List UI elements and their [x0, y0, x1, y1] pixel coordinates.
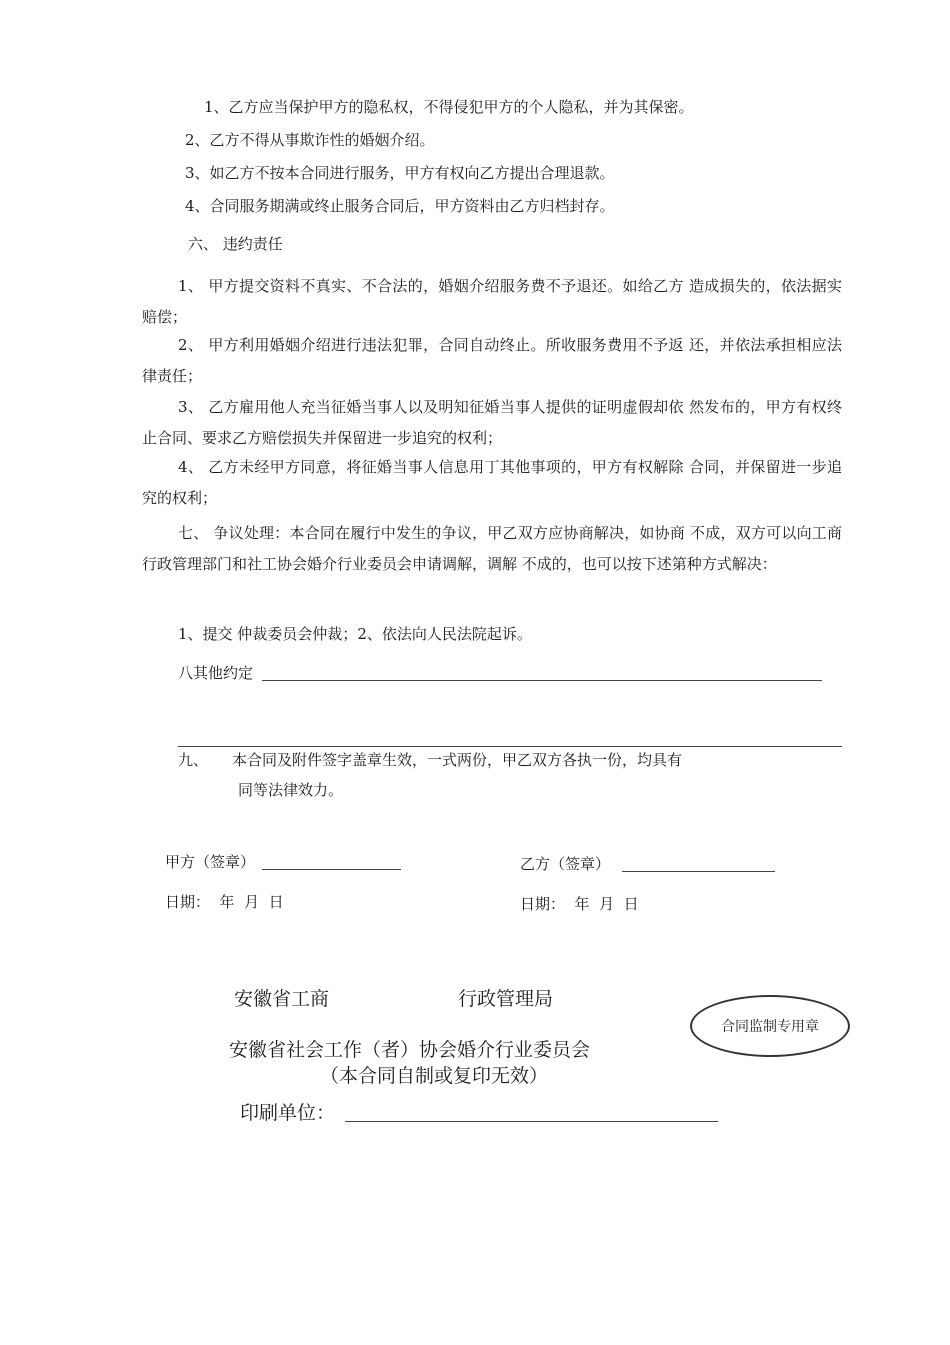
section-9-number: 九、 — [178, 751, 209, 769]
party-a-date: 日期： 年 月 日 — [165, 893, 284, 911]
org-2: 安徽省社会工作（者）协会婚介行业委员会 — [229, 1039, 591, 1061]
section-6-item-2: 2、 甲方利用婚姻介绍进行违法犯罪，合同自动终止。所收服务费用不予返 还，并依法承担相应法律责任； — [142, 336, 842, 385]
org-1-part-1: 安徽省工商 — [234, 988, 330, 1010]
copy-invalid-note: （本合同自制或复印无效） — [320, 1065, 549, 1087]
section-9-line-1: 本合同及附件签字盖章生效，一式两份，甲乙双方各执一份，均具有 — [232, 751, 683, 769]
obligation-item-3: 3、如乙方不按本合同进行服务，甲方有权向乙方提出合理退款。 — [185, 164, 615, 182]
party-b-sign-label: 乙方（签章） — [520, 855, 611, 873]
section-6-heading: 六、 违约责任 — [188, 235, 283, 253]
obligation-item-2: 2、乙方不得从事欺诈性的婚姻介绍。 — [185, 131, 435, 149]
party-a-sign-line — [262, 869, 401, 870]
supervision-seal — [690, 995, 850, 1057]
section-7-options: 1、提交 仲裁委员会仲裁；2、依法向人民法院起诉。 — [178, 625, 532, 643]
section-9-line-2: 同等法律效力。 — [238, 781, 344, 799]
party-b-sign-line — [622, 871, 775, 872]
party-b-date: 日期： 年 月 日 — [520, 895, 639, 913]
printer-line — [345, 1121, 718, 1122]
section-6-item-1: 1、 甲方提交资料不真实、不合法的，婚姻介绍服务费不予退还。如给乙方 造成损失的，依法据实赔偿； — [142, 277, 842, 326]
section-8-label: 八其他约定 — [178, 664, 254, 682]
obligation-item-1: 1、乙方应当保护甲方的隐私权，不得侵犯甲方的个人隐私，并为其保密。 — [204, 98, 694, 116]
section-6-item-4: 4、 乙方未经甲方同意，将征婚当事人信息用丁其他事项的，甲方有权解除 合同，并保留进一步追究的权利； — [142, 458, 842, 507]
org-1-part-2: 行政管理局 — [458, 988, 554, 1010]
obligation-item-4: 4、合同服务期满或终止服务合同后，甲方资料由乙方归档封存。 — [185, 197, 615, 215]
section-7-text: 七、 争议处理：本合同在履行中发生的争议，甲乙双方应协商解决，如协商 不成，双方可以向工商行政管理部门和社工协会婚介行业委员会申请调解，调解 不成的，也可以按下述第种方式解决： — [142, 524, 842, 573]
printer-label: 印刷单位： — [240, 1102, 336, 1124]
section-6-item-3: 3、 乙方雇用他人充当征婚当事人以及明知征婚当事人提供的证明虚假却依 然发布的，甲方有权终止合同、要求乙方赔偿损失并保留进一步追究的权利； — [142, 398, 842, 447]
party-a-sign-label: 甲方（签章） — [165, 853, 256, 871]
section-8-blank-line-2 — [178, 746, 842, 747]
section-8-blank-line — [262, 680, 822, 681]
seal-text: 合同监制专用章 — [721, 1019, 819, 1035]
